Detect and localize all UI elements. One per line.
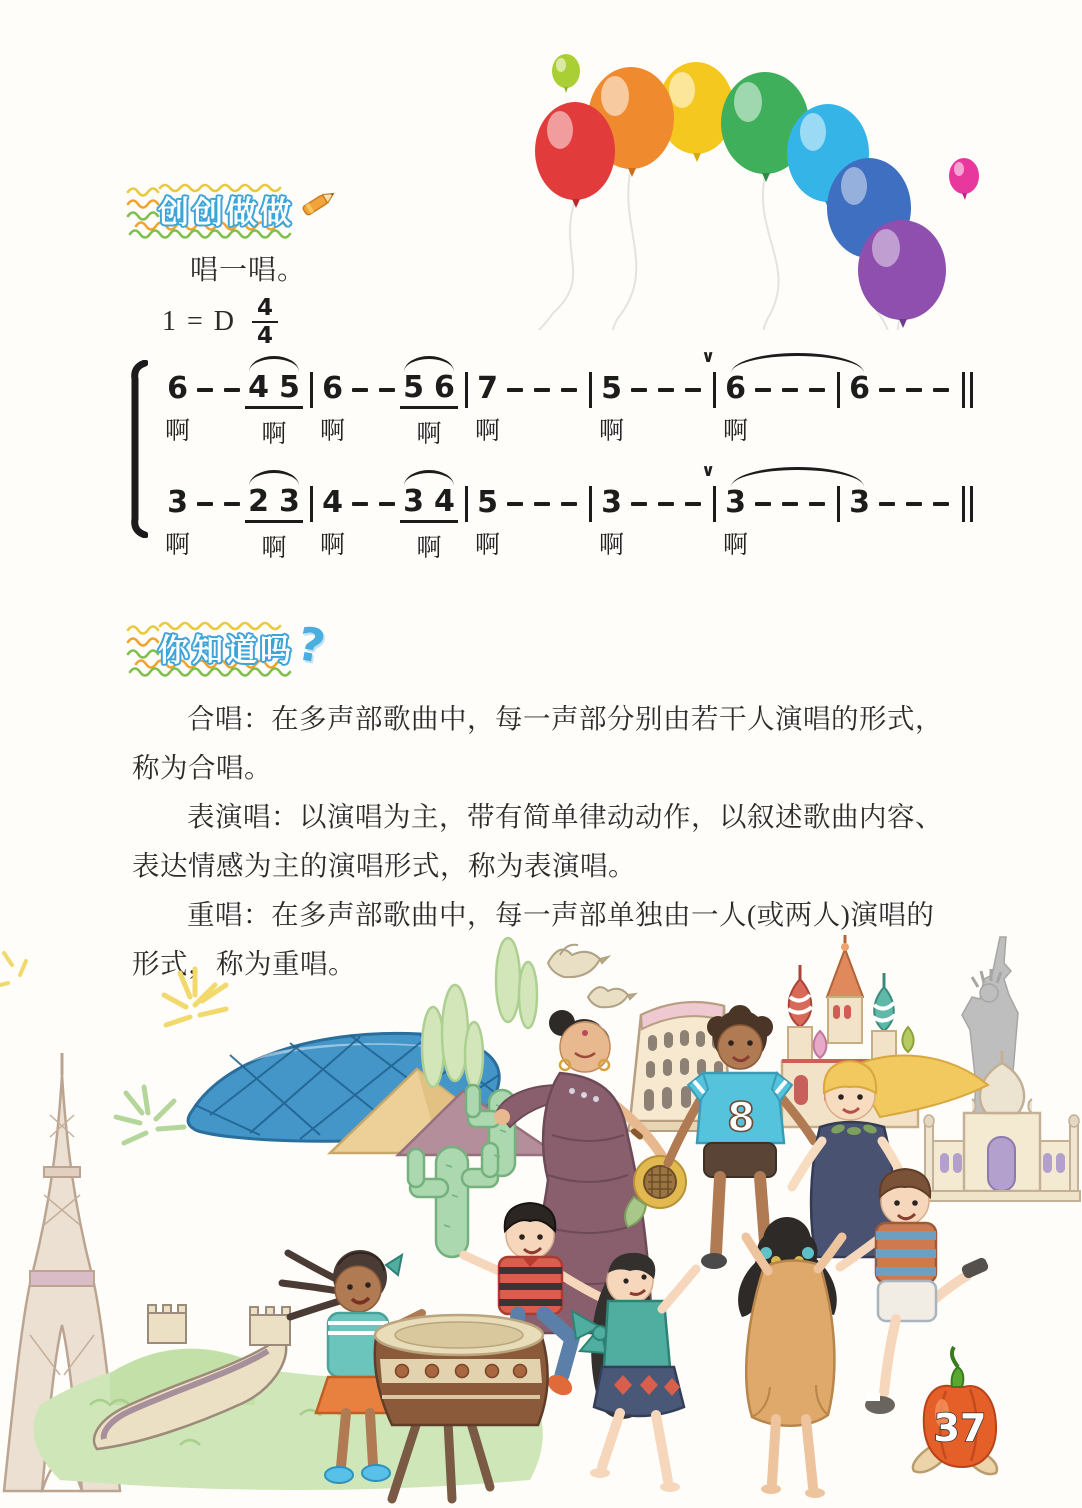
note-cell: 6 [849, 371, 870, 406]
music-score [128, 347, 988, 564]
lyric-syllable: 啊 [416, 421, 442, 448]
note-cell: 3 啊 [164, 485, 190, 559]
note-cell: 4 啊 [319, 485, 345, 559]
section-badge-activity [126, 180, 356, 240]
barline [582, 352, 598, 449]
dash-cell [900, 466, 927, 547]
system-bracket [128, 360, 148, 538]
barline [458, 352, 474, 449]
dash-cell [528, 466, 555, 547]
note-cell: 3 啊 [722, 485, 748, 559]
barline [706, 466, 722, 563]
lyric-syllable: 啊 [722, 532, 748, 559]
breath-mark: ∨ [701, 461, 715, 481]
pigtail-girl [738, 1217, 842, 1498]
dash-cell [625, 352, 652, 433]
balloon-lime [552, 54, 580, 93]
barline [458, 466, 474, 563]
lyric-syllable: 啊 [474, 418, 500, 445]
section-badge-knowledge-label: 你知道吗 [158, 633, 294, 669]
note-cell: 3 [849, 485, 870, 520]
lyric-syllable: 啊 [319, 418, 345, 445]
cypress-trees [422, 938, 537, 1088]
dash-cell [652, 466, 679, 547]
barline [706, 352, 722, 449]
lyric-syllable: 啊 [261, 421, 287, 448]
note-pair-cell: 5 6 啊 [400, 352, 458, 450]
lyric-syllable: 啊 [319, 532, 345, 559]
key-time-signature [162, 296, 278, 348]
note-cell: 6 啊 [164, 371, 190, 445]
dash-cell [900, 352, 927, 433]
dash-cell [555, 466, 582, 547]
pepper-page-marker [913, 1347, 997, 1474]
page-number: 37 [933, 1406, 987, 1450]
score-line-voice-1 [164, 347, 988, 450]
dash-cell [501, 466, 528, 547]
note-pair-cell: 4 5 啊 [245, 352, 303, 450]
lyric-syllable: 啊 [416, 535, 442, 562]
key-signature: 1 = D [162, 306, 237, 337]
balloon-purple [858, 220, 946, 328]
paragraph-ensemble-singing: 重唱：在多声部歌曲中，每一声部单独由一人(或两人)演唱的形式，称为重唱。 [132, 899, 935, 979]
slur-arc [404, 356, 454, 372]
time-signature-denominator: 4 [257, 323, 274, 349]
dash-cell [652, 352, 679, 433]
dash-cell [373, 352, 400, 433]
time-signature-numerator: 4 [252, 296, 278, 323]
section-badge-knowledge [126, 618, 356, 678]
barline [303, 466, 319, 563]
note-cell: 3 啊 [598, 485, 624, 559]
dash-cell [191, 466, 218, 547]
world-children-illustration [0, 935, 1082, 1508]
barline [582, 466, 598, 563]
paragraph-performance-singing: 表演唱：以演唱为主，带有简单律动动作，以叙述歌曲内容、表达情感为主的演唱形式，称为表演唱。 [132, 801, 943, 881]
dash-cell [191, 352, 218, 433]
dash-cell [346, 352, 373, 433]
balloon-red [535, 102, 615, 208]
note-pair-cell: 2 3 啊 [245, 466, 303, 564]
note-cell: 6 啊 [319, 371, 345, 445]
final-barline [954, 352, 980, 449]
lyric-syllable: 啊 [164, 418, 190, 445]
lyric-syllable: 啊 [261, 535, 287, 562]
lyric-syllable: 啊 [164, 532, 190, 559]
dash-cell [346, 466, 373, 547]
lyric-syllable: 啊 [598, 532, 624, 559]
note-cell: 5 啊 [598, 371, 624, 445]
lyric-syllable: 啊 [598, 418, 624, 445]
dash-cell [218, 466, 245, 547]
dash-cell [373, 466, 400, 547]
pencil-icon [298, 180, 342, 224]
dash-cell [218, 352, 245, 433]
balloon-pink [949, 158, 979, 200]
final-barline [954, 466, 980, 563]
dash-cell [679, 461, 715, 547]
note-cell: 7 啊 [474, 371, 500, 445]
breath-mark: ∨ [701, 347, 715, 367]
dash-cell [679, 347, 715, 433]
time-signature [252, 296, 278, 348]
note-cell: 5 啊 [474, 485, 500, 559]
slur-arc [404, 470, 454, 486]
dash-cell [501, 352, 528, 433]
dash-cell [873, 352, 900, 433]
lyric-syllable: 啊 [722, 418, 748, 445]
dash-cell [625, 466, 652, 547]
lyric-syllable: 啊 [474, 532, 500, 559]
dash-cell [873, 466, 900, 547]
dash-cell [555, 352, 582, 433]
doves [548, 945, 635, 1008]
paragraph-chorus: 合唱：在多声部歌曲中，每一声部分别由若干人演唱的形式，称为合唱。 [132, 703, 943, 783]
balloons-illustration [498, 18, 1064, 330]
note-pair-cell: 3 4 啊 [400, 466, 458, 564]
sing-prompt: 唱一唱。 [190, 255, 307, 286]
dash-cell [927, 466, 954, 547]
score-line-voice-2 [164, 461, 988, 564]
slur-arc [249, 470, 299, 486]
svg-text:8: 8 [727, 1095, 755, 1141]
note-cell: 6 啊 [722, 371, 748, 445]
barline [303, 352, 319, 449]
question-mark-icon: ? [293, 616, 330, 674]
dash-cell [927, 352, 954, 433]
section-badge-activity-label: 创创做做 [158, 195, 294, 231]
dash-cell [528, 352, 555, 433]
slur-arc [249, 356, 299, 372]
